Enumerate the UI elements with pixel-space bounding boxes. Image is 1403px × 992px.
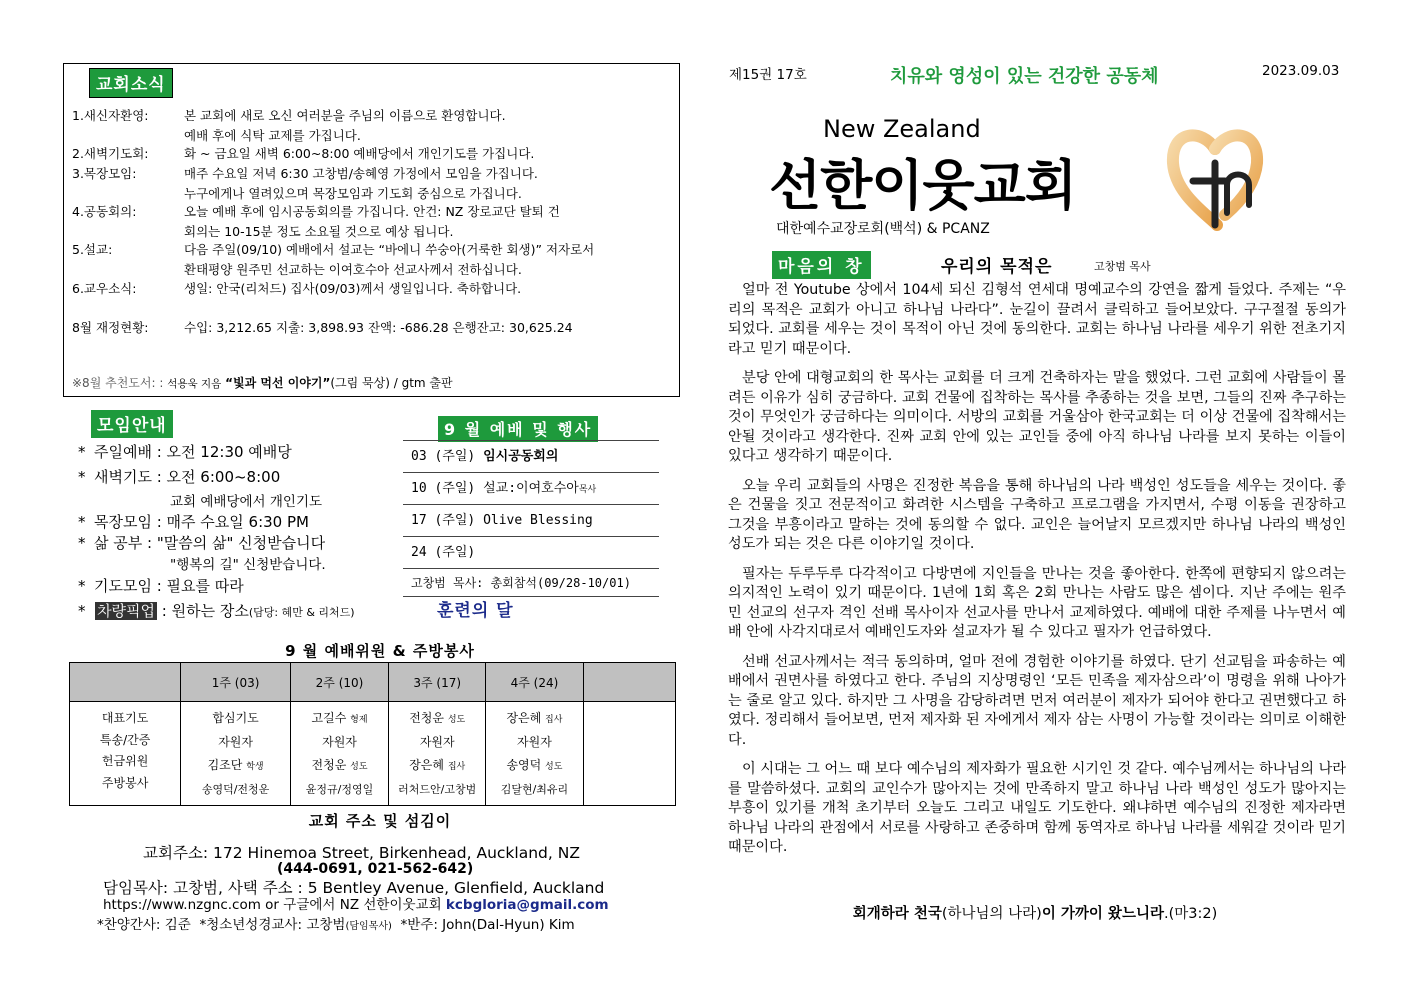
essay-paragraph: 오늘 우리 교회들의 사명은 진정한 복음을 통해 하나님의 나라 백성인 성도들을 세우는 것이다. 좋은 건물을 짓고 전문적이고 화려한 시스템을 구축하고 프로그램을 가지면서, 수평 이동을 권장하고 그것을 부흥이라고 말하는 것에 동의할 수 없다. 교인은 늘어날지 모르겠지만 하나님 나라의 백성인 성도가 되는 것은 다른 이야기일 것이다. (728, 477, 1346, 552)
event-text: 17 (주일) Olive Blessing (411, 513, 593, 528)
news-item-text: 누구에게나 열려있으며 목장모임과 기도회 중심으로 가집니다. (184, 185, 522, 201)
duty-person-name: 자원자 (517, 734, 552, 749)
meeting-text: 삶 공부 : "말씀의 삶" 신청받습니다 (94, 534, 326, 552)
address-title: 교회 주소 및 섬김이 (308, 812, 452, 830)
meeting-row (78, 441, 292, 462)
duty-body-row (70, 702, 676, 806)
duty-person-name: 윤정규/정영일 (305, 782, 374, 796)
news-item-text: 생일: 안국(리처드) 집사(09/03)께서 생일입니다. 축하합니다. (184, 281, 522, 296)
duty-role: 대표기도 (101, 711, 149, 725)
duty-person (181, 708, 290, 732)
news-item-key: 2.새벽기도회: (72, 146, 149, 161)
duty-person-title: 성도 (350, 762, 368, 772)
duty-person-title: 집사 (545, 715, 563, 725)
month-theme: 훈련의 달 (437, 601, 514, 621)
duty-person-name: 김달현/최유리 (500, 782, 569, 796)
book-author: 석용욱 지음 (167, 378, 222, 390)
event-row (403, 504, 659, 536)
staff-youth-note: (담임목사) (345, 921, 392, 932)
duty-person (389, 755, 485, 779)
recommended-book (72, 374, 453, 391)
car-pickup-text: : 원하는 장소 (157, 602, 249, 620)
duty-empty-cell (583, 702, 675, 806)
duty-person (291, 732, 388, 756)
duty-person-name: 자원자 (322, 734, 357, 749)
news-item-key: 3.목장모임: (72, 166, 137, 181)
book-prefix: ※8월 추천도서: : (72, 376, 164, 390)
closing-verse-1: 회개하라 천국 (852, 906, 942, 922)
book-suffix: (그림 묵상) / gtm 출판 (330, 376, 453, 390)
duty-person-name: 장은혜 (409, 758, 444, 772)
volume-number: 제15권 17호 (729, 67, 807, 83)
meeting-bullet: * (78, 513, 86, 531)
event-text: 24 (주일) (411, 545, 476, 560)
heart-cross-logo-icon (1165, 123, 1265, 233)
meeting-bullet: * (78, 443, 86, 461)
duty-person-name: 합심기도 (212, 711, 259, 725)
duty-person (389, 732, 485, 756)
closing-verse-3: 이 가까이 왔느니라 (1041, 906, 1164, 922)
duty-header-cell (70, 663, 181, 702)
church-website-link[interactable]: https://www.nzgnc.com or 구글에서 NZ 선한이웃교회 (103, 897, 442, 913)
duty-header-cell: 2주 (10) (290, 663, 388, 702)
duty-person (486, 779, 582, 803)
country-name: New Zealand (823, 115, 981, 143)
meeting-text: 기도모임 : 필요를 따라 (94, 577, 244, 595)
closing-verse-2: (하나님의 나라) (941, 906, 1042, 922)
news-item-key: 6.교우소식: (72, 281, 137, 296)
duty-person (486, 732, 582, 756)
duty-person-name: 전청운 (409, 711, 444, 725)
essay-paragraph: 이 시대는 그 어느 때 보다 예수님의 제자화가 필요한 시기인 것 같다. 예수님께서는 하나님의 나라를 말씀하셨다. 교회의 교인수가 많아지는 것에 만족하지 말고 하나님 나라 백성인 성도가 많아지는 부흥이 있기를 개척 초기부터 오늘도 그리고 내일도 기도한다. 왜냐하면 예수님의 진정한 제자라면 하나님 나라의 관점에서 서로를 사랑하고 존중하며 함께 동역자로 하나님 나라를 세워갈 것이라 믿기 때문이다. (728, 761, 1346, 855)
news-item-key: 4.공동회의: (72, 204, 137, 219)
duty-person-name: 전청운 (311, 758, 347, 772)
meeting-text: 목장모임 : 매주 수요일 6:30 PM (94, 513, 309, 531)
church-email-link[interactable]: kcbgloria@gmail.com (445, 897, 609, 913)
event-note: 목사 (578, 485, 597, 495)
church-name: 선한이웃교회 (769, 154, 1076, 217)
duty-person (291, 708, 388, 732)
meeting-row (170, 490, 322, 510)
event-text: 10 (주일) 설교:이여호수아 (411, 481, 579, 496)
duty-person-name: 자원자 (218, 734, 253, 749)
duty-role: 헌금위원 (101, 754, 149, 768)
meeting-bullet: * (78, 534, 86, 552)
duty-person (181, 779, 290, 803)
column-label: 마음의 창 (772, 251, 871, 279)
essay-paragraph: 얼마 전 Youtube 상에서 104세 되신 김형석 연세대 명예교수의 강연을 짧게 들었다. 주제는 “우리의 목적은 교회가 아니고 하나님 나라다”. 눈길이 끌려서 클릭하고 들어보았다. 구구절절 동의가 되었다. 교회를 세우는 것이 목적이 아닌 것에 동의한다. 교회는 하나님 나라를 세우기 위한 전초기지라고 믿기 때문이다. (728, 282, 1346, 357)
news-item-key: 1.새신자환영: (72, 108, 149, 123)
event-row (403, 536, 659, 568)
meeting-row-car (78, 600, 355, 621)
duty-person-title: 형제 (350, 715, 368, 725)
duty-role: 주방봉사 (101, 775, 149, 790)
news-item-text: 회의는 10-15분 정도 소요될 것으로 예상 됩니다. (184, 223, 454, 239)
duty-person (389, 708, 485, 732)
news-item-text: 화 ~ 금요일 새벽 6:00~8:00 예배당에서 개인기도를 가집니다. (184, 146, 535, 161)
news-item-text: 매주 수요일 저녁 6:30 고창범/송혜영 가정에서 모임을 가집니다. (184, 166, 538, 181)
event-text: 고창범 목사: 총회참석(09/28-10/01) (411, 576, 631, 590)
news-item-text: 예배 후에 식탁 교제를 가집니다. (184, 127, 361, 143)
news-item-text: 환태평양 원주민 선교하는 이여호수아 선교사께서 전하십니다. (184, 261, 522, 277)
staff-praise: *찬양간사: 김준 (97, 917, 191, 933)
column-essay (728, 281, 1346, 868)
meeting-row (170, 553, 326, 573)
duty-header-cell (583, 663, 675, 702)
meeting-text: "행복의 길" 신청받습니다. (170, 557, 326, 573)
news-item-key: 5.설교: (72, 242, 113, 257)
event-row (403, 472, 659, 504)
church-address: 교회주소: 172 Hinemoa Street, Birkenhead, Auckland, NZ (143, 844, 580, 862)
duty-person-title: 집사 (447, 762, 466, 772)
duty-header-cell: 3주 (17) (389, 663, 486, 702)
essay-paragraph: 선배 선교사께서는 적극 동의하며, 얼마 전에 경험한 이야기를 하였다. 단기 선교팀을 파송하는 예배에서 권면사를 하였다고 한다. 주님의 지상명령인 ‘모든 민족을 제자삼으라’이 명령을 위해 나아가는 줄로 알고 있다. 하지만 그 사명을 감당하려면 먼저 여러분이 제자가 되어야 한다고 권면했다고 하였다. 정리해서 들어보면, 먼저 제자화 된 자에게서 제자 삼는 사명이 가능할 것이라는 의미로 이해한다. (728, 653, 1346, 748)
event-highlight: 임시공동회의 (483, 449, 559, 464)
event-text: 03 (주일) (411, 449, 484, 464)
essay-paragraph: 분당 안에 대형교회의 한 목사는 교회를 더 크게 건축하자는 말을 했었다. 그런 교회에 사람들이 몰려든 이유가 심히 궁금하다. 교회 건물에 집착하는 목사를 추종하는 것을 보면, 그들의 진짜 추구하는 것이 무엇인가 궁금하다는 의미이다. 서방의 교회를 거울삼아 한국교회는 더 이상 건물에 집착해서는 안될 것이라고 생각한다. 진짜 교회 안에 있는 교인들 중에 아직 하나님 나라를 보지 못하는 이들이 있다고 생각하기 때문이다. (728, 370, 1346, 464)
closing-verse (0, 902, 1403, 923)
meeting-text: 교회 예배당에서 개인기도 (170, 494, 323, 510)
duty-person (291, 779, 388, 803)
duty-person (486, 708, 582, 732)
staff-accompanist: *반주: John(Dal-Hyun) Kim (400, 917, 575, 933)
meeting-text: 새벽기도 : 오전 6:00~8:00 (94, 468, 281, 486)
church-phone: (444-0691, 021-562-642) (277, 861, 474, 877)
event-row (403, 440, 659, 472)
closing-verse-4: .(마3:2) (1163, 906, 1218, 922)
essay-paragraph: 필자는 두루두루 다각적이고 다방면에 지인들을 만나는 것을 좋아한다. 한쪽에 편향되지 않으려는 의지적인 노력이 있기 때문이다. 1년에 1회 혹은 2회 만나는 사람도 많은 셈이다. 지난 주에는 원주민 선교의 선구자 격인 선배 목사이자 선교사를 만나서 교제하였다. 예배에 대한 주제를 나누면서 예배 안에 사각지대로서 예배인도자와 설교자가 될 수 있다고 필자가 언급하였다. (728, 565, 1346, 640)
meeting-bullet: * (78, 577, 86, 595)
meeting-row (78, 511, 309, 532)
duty-person-name: 자원자 (419, 734, 455, 749)
news-item-text: 수입: 3,212.65 지출: 3,898.93 잔액: -686.28 은행잔고: 30,625.24 (184, 320, 573, 335)
column-author: 고창범 목사 (1094, 260, 1151, 273)
news-item-text: 본 교회에 새로 오신 여러분을 주님의 이름으로 환영합니다. (184, 108, 506, 123)
car-pickup-label: 차량픽업 (97, 602, 156, 620)
duty-person-name: 장은혜 (506, 711, 542, 725)
news-item-text: 다음 주일(09/10) 예배에서 설교는 “바에니 쑤숭아(거룩한 회생)” 저자로서 (184, 242, 595, 257)
duty-person (486, 755, 582, 779)
duty-person (389, 779, 485, 803)
car-pickup-note: (담당: 혜만 & 리처드) (248, 606, 355, 619)
news-item-text: 오늘 예배 후에 임시공동회의를 가집니다. 안건: NZ 장로교단 탈퇴 건 (184, 204, 560, 219)
duty-person-title: 성도 (447, 715, 466, 725)
event-row (403, 568, 659, 597)
meeting-text: 주일예배 : 오전 12:30 예배당 (94, 443, 292, 461)
column-title: 우리의 목적은 (941, 257, 1053, 277)
duty-person-name: 송영덕/전청운 (201, 782, 270, 796)
church-news-title: 교회소식 (89, 68, 173, 98)
meeting-bullet: * (78, 468, 86, 486)
duty-person (181, 755, 290, 779)
duty-header-cell: 4주 (24) (486, 663, 583, 702)
duty-person-name: 송영덕 (506, 758, 542, 772)
news-item-key: 8월 재정현황: (72, 320, 149, 335)
duty-week-cell (389, 702, 486, 806)
duty-role: 특송/간증 (99, 732, 151, 747)
bulletin-date: 2023.09.03 (1262, 63, 1340, 79)
duty-week-cell (486, 702, 583, 806)
duty-person-name: 고길수 (311, 711, 347, 725)
duty-person-name: 김조단 (207, 758, 243, 772)
meeting-bullet: * (78, 602, 91, 620)
duty-person-name: 러처드안/고창범 (398, 782, 477, 796)
duty-title: 9 월 예배위원 & 주방봉사 (285, 642, 475, 660)
duty-week-cell (181, 702, 291, 806)
duty-person (291, 755, 388, 779)
events-title: 9 월 예배 및 행사 (438, 416, 598, 442)
duty-person-title: 학생 (246, 762, 264, 772)
meetings-title: 모임안내 (91, 410, 173, 438)
duty-week-cell (290, 702, 388, 806)
meeting-row (78, 466, 280, 487)
duty-person (181, 732, 290, 756)
duty-header-cell: 1주 (03) (181, 663, 291, 702)
church-news-box (63, 63, 680, 397)
pastor-address: 담임목사: 고창범, 사택 주소 : 5 Bentley Avenue, Glenfield, Auckland (103, 879, 605, 897)
denomination: 대한예수교장로회(백석) & PCANZ (776, 221, 990, 237)
church-motto: 치유와 영성이 있는 건강한 공동체 (890, 66, 1159, 87)
meeting-row (78, 532, 325, 553)
staff-youth: *청소년성경교사: 고창범 (199, 917, 346, 933)
meeting-row (78, 575, 244, 596)
book-title: “빛과 먹선 이야기” (225, 376, 331, 390)
duty-table (69, 662, 676, 806)
duty-header-row (70, 663, 676, 702)
duty-roles-cell (70, 702, 181, 806)
duty-person-title: 성도 (545, 762, 563, 772)
